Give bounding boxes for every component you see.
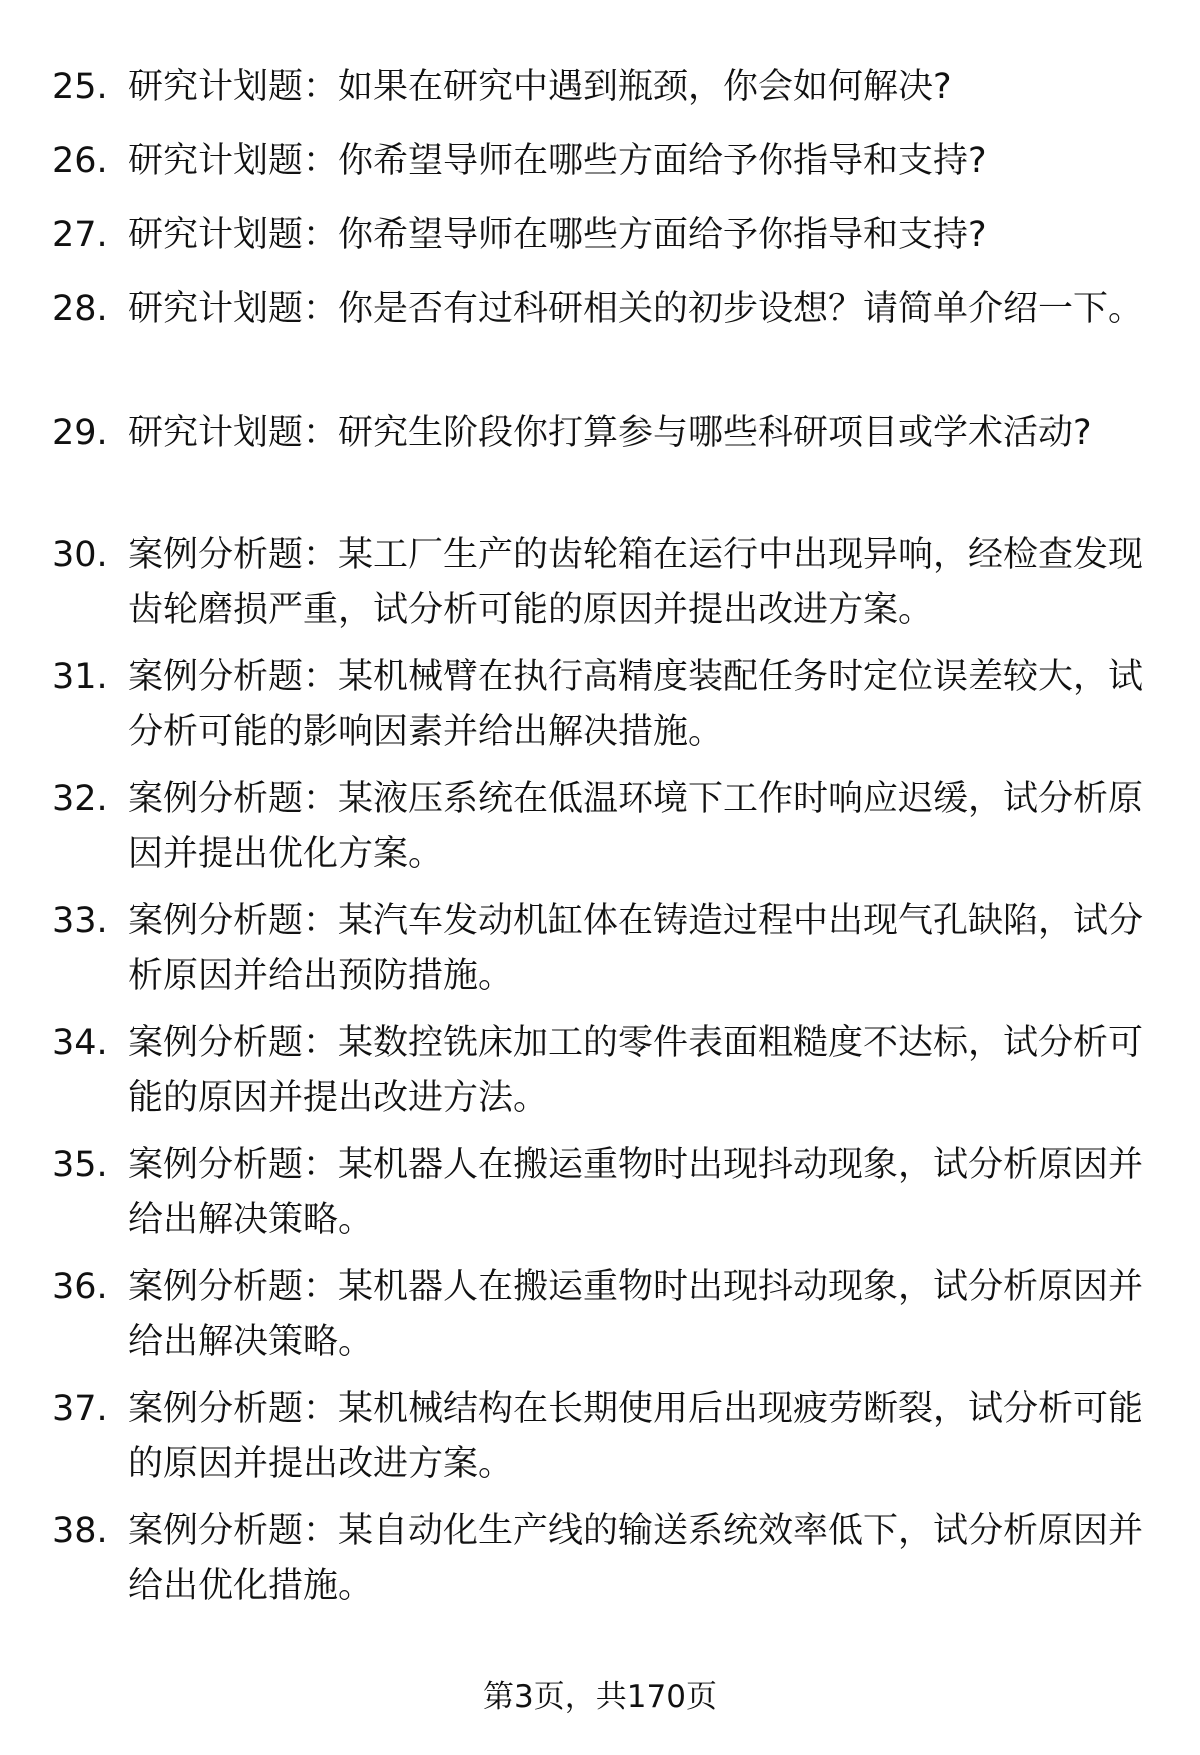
question-number: 34. [52,1023,108,1063]
question-number: 28. [52,289,108,329]
question-number: 29. [52,413,108,453]
question-number: 31. [52,657,108,697]
question-text: 研究计划题：如果在研究中遇到瓶颈，你会如何解决? [128,67,952,107]
question-number: 27. [52,215,108,255]
question-number: 36. [52,1267,108,1307]
question-text: 研究计划题：你希望导师在哪些方面给予你指导和支持? [128,215,987,255]
question-number: 38. [52,1511,108,1551]
question-text: 案例分析题：某机器人在搬运重物时出现抖动现象，试分析原因并给出解决策略。 [128,1267,1144,1362]
question-text: 研究计划题：你是否有过科研相关的初步设想？请简单介绍一下。 [128,289,1144,329]
question-number: 37. [52,1389,108,1429]
question-text: 案例分析题：某汽车发动机缸体在铸造过程中出现气孔缺陷，试分析原因并给出预防措施。 [128,901,1144,996]
question-text: 案例分析题：某数控铣床加工的零件表面粗糙度不达标，试分析可能的原因并提出改进方法。 [128,1023,1144,1118]
question-text: 案例分析题：某机器人在搬运重物时出现抖动现象，试分析原因并给出解决策略。 [128,1145,1144,1240]
question-number: 25. [52,67,108,107]
question-number: 35. [52,1145,108,1185]
question-text: 案例分析题：某机械结构在长期使用后出现疲劳断裂，试分析可能的原因并提出改进方案。 [128,1389,1144,1484]
question-text: 案例分析题：某液压系统在低温环境下工作时响应迟缓，试分析原因并提出优化方案。 [128,779,1144,874]
page-number: 第3页，共170页 [483,1679,717,1715]
question-number: 30. [52,535,108,575]
question-text: 案例分析题：某机械臂在执行高精度装配任务时定位误差较大，试分析可能的影响因素并给出解决措施。 [128,657,1144,752]
question-text: 案例分析题：某工厂生产的齿轮箱在运行中出现异响，经检查发现齿轮磨损严重，试分析可能的原因并提出改进方案。 [128,535,1144,630]
question-number: 26. [52,141,108,181]
question-number: 33. [52,901,108,941]
question-text: 研究计划题：研究生阶段你打算参与哪些科研项目或学术活动? [128,413,1092,453]
question-text: 研究计划题：你希望导师在哪些方面给予你指导和支持? [128,141,987,181]
question-text: 案例分析题：某自动化生产线的输送系统效率低下，试分析原因并给出优化措施。 [128,1511,1144,1606]
question-number: 32. [52,779,108,819]
